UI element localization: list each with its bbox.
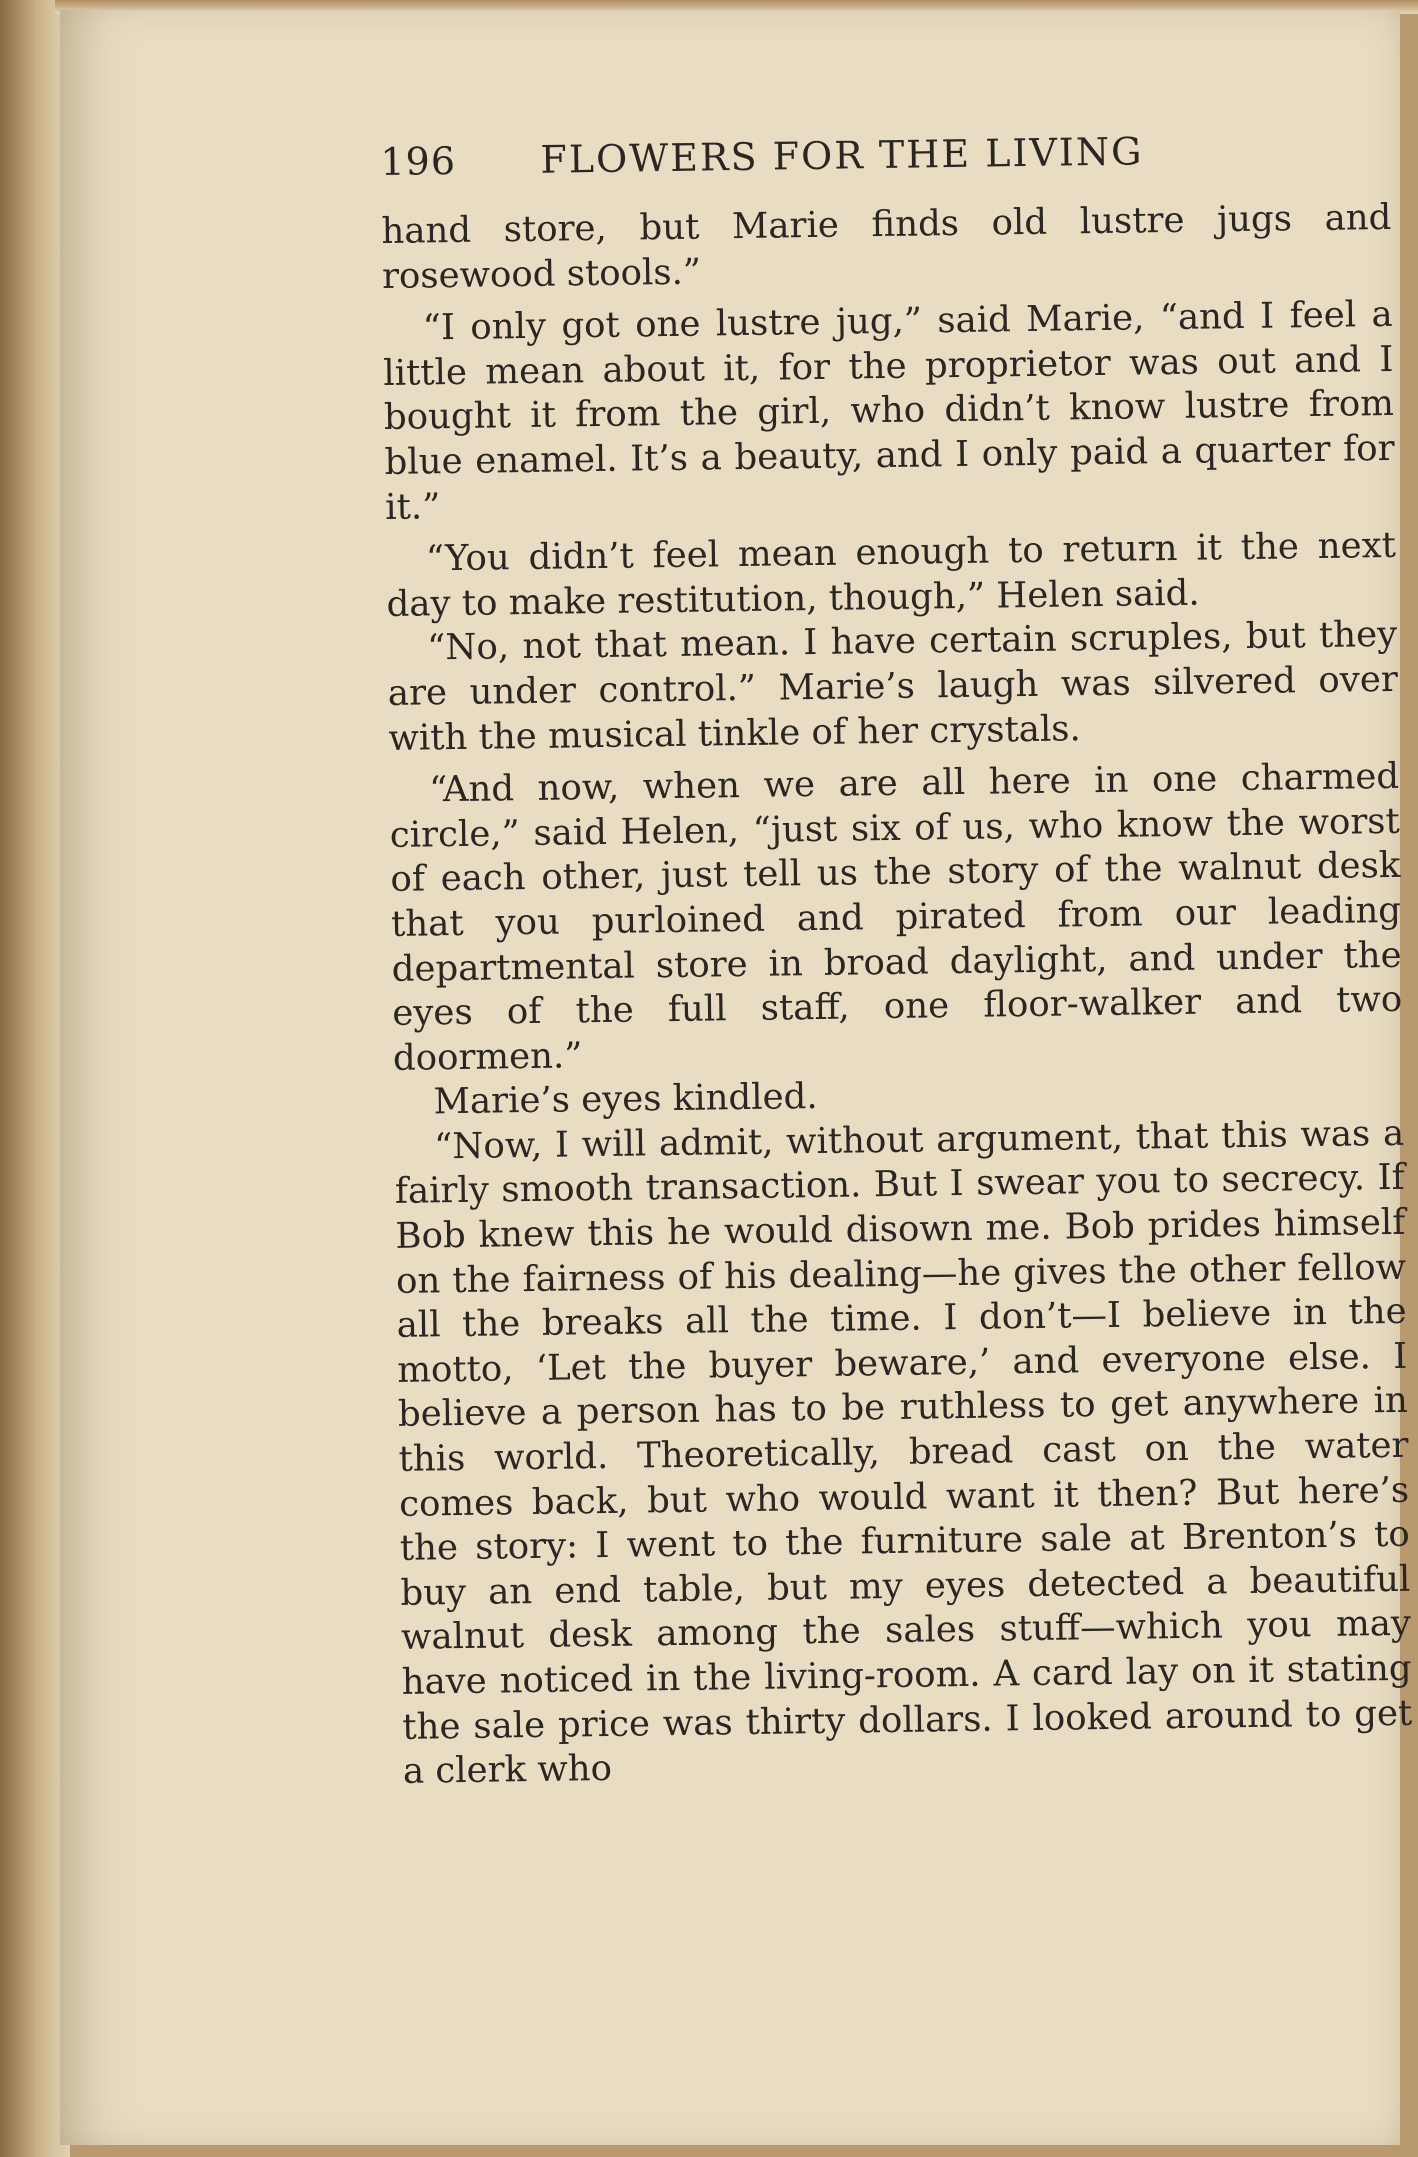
paragraph: “Now, I will admit, without argument, that this was a fairly smooth transaction. But I swear you to secrecy. If Bob knew this he would disown me. Bob prides himself on the fairness of his dealing—he gives the other fellow all the breaks all the time. I don’t—I believe in the motto, ‘Let the buyer beware,’ and everyone else. I believe a person has to be ruthless to get anywhere in this world. Theoretically, bread cast on the water comes back, but who would want it then? But here’s the story: I went to the furniture sale at Brenton’s to buy an end table, but my eyes detected a beautiful walnut desk among the sales stuff—which you may have noticed in the living-room. A card lay on it stating the sale price was thirty dollars. I looked around to get a clerk who xyxy=(394,1112,1413,1793)
running-head xyxy=(380,116,1391,210)
page-number: 196 xyxy=(380,138,457,184)
paragraph: “You didn’t feel mean enough to return it the next day to make restitution, though,” Helen said. xyxy=(386,525,1397,625)
paragraph: hand store, but Marie finds old lustre jugs and rosewood stools.” xyxy=(381,196,1392,297)
book-title: FLOWERS FOR THE LIVING xyxy=(540,129,1144,182)
paragraph: “No, not that mean. I have certain scruples, but they are under control.” Marie’s laugh was silvered over with the musical tinkle of her crystals. xyxy=(387,614,1399,759)
body-text xyxy=(381,196,1413,1795)
paragraph: “And now, when we are all here in one charmed circle,” said Helen, “just six of us, who know the worst of each other, just tell us the story of the walnut desk that you purloined and pirated from our leading departmental store in broad daylight, and under the eyes of the full staff, one floor-walker and two doormen.” xyxy=(389,755,1403,1079)
book-page xyxy=(60,10,1413,2145)
page-content xyxy=(380,116,1413,1795)
paragraph: Marie’s eyes kindled. xyxy=(433,1076,818,1123)
paragraph: “I only got one lustre jug,” said Marie, “and I feel a little mean about it, for the proprietor was out and I bought it from the girl, who didn’t know lustre from blue enamel. It’s a beauty, and I only paid a quarter for it.” xyxy=(383,294,1395,528)
